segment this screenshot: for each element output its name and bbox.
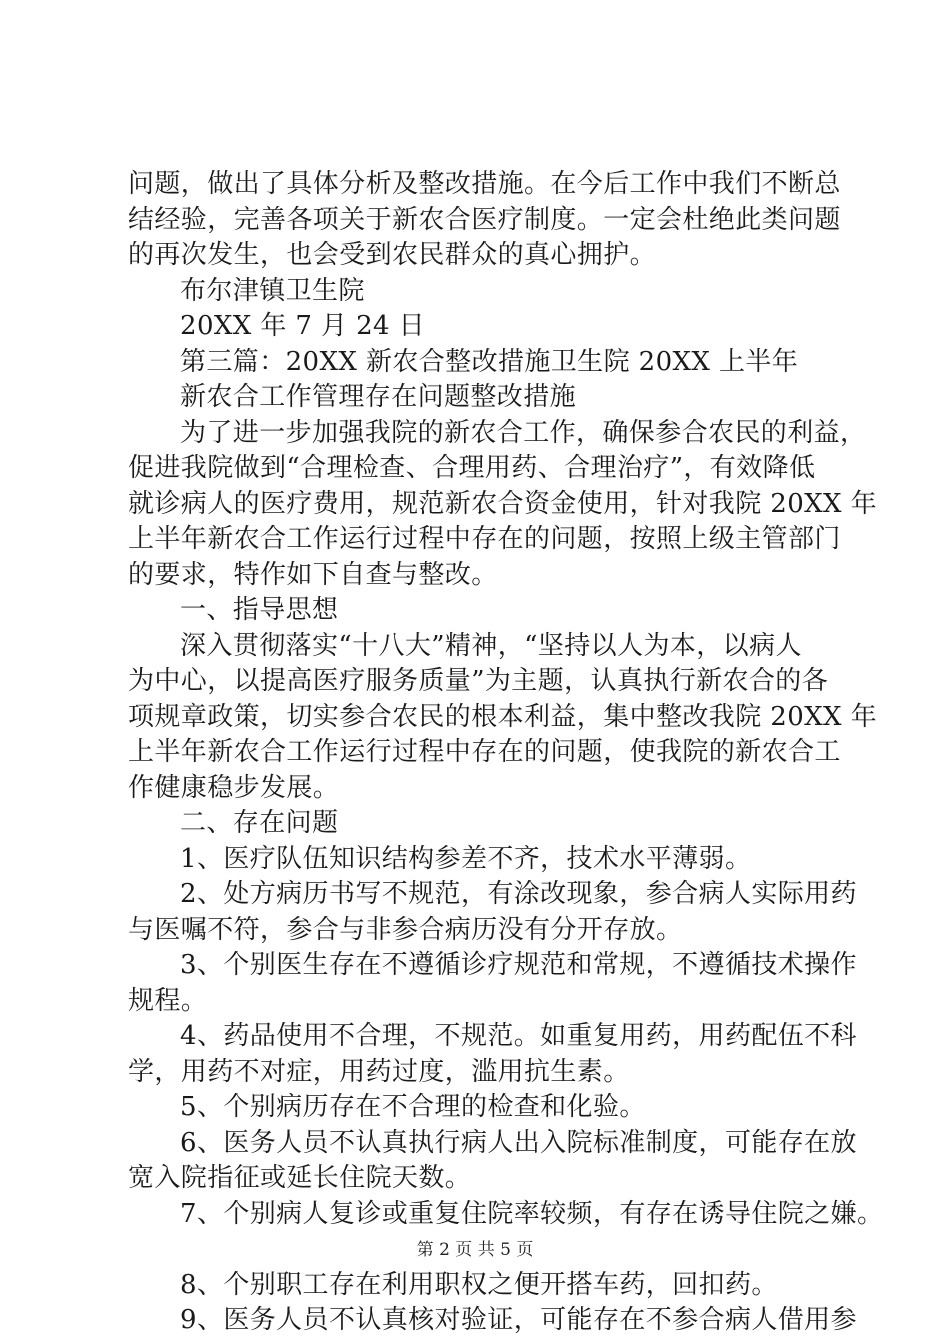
heading-existing-problems: 二、存在问题 [180,808,339,838]
text-line: 宽入院指征或延长住院天数。 [128,1163,472,1193]
list-item: 4、药品使用不合理，不规范。如重复用药，用药配伍不科 [180,1021,857,1051]
signature-date: 20XX 年 7 月 24 日 [180,311,426,341]
text-line: 的要求，特作如下自查与整改。 [128,559,498,590]
text-line: 问题，做出了具体分析及整改措施。在今后工作中我们不断总 [128,169,841,199]
text-line: 深入贯彻落实“十八大”精神，“坚持以人为本，以病人 [180,630,802,661]
text-line: 项规章政策，切实参合农民的根本利益，集中整改我院 20XX 年 [128,701,878,732]
list-item: 1、医疗队伍知识结构参差不齐，技术水平薄弱。 [180,843,752,874]
signature-org: 布尔津镇卫生院 [180,275,365,306]
text-line: 学，用药不对症，用药过度，滥用抗生素。 [128,1056,630,1087]
text-line: 为了进一步加强我院的新农合工作，确保参合农民的利益， [180,417,867,448]
text-line: 就诊病人的医疗费用，规范新农合资金使用，针对我院 20XX 年 [128,488,878,519]
list-item: 3、个别医生存在不遵循诊疗规范和常规，不遵循技术操作 [180,950,857,980]
document-body [128,167,884,1339]
list-item: 6、医务人员不认真执行病人出入院标准制度，可能存在放 [180,1127,857,1158]
list-item: 8、个别职工存在利用职权之便开搭车药，回扣药。 [180,1269,778,1300]
page-number-footer: 第 2 页 共 5 页 [416,1240,534,1260]
section-title: 第三篇：20XX 新农合整改措施卫生院 20XX 上半年 [180,346,799,377]
section-subtitle: 新农合工作管理存在问题整改措施 [180,382,577,412]
text-line: 上半年新农合工作运行过程中存在的问题，按照上级主管部门 [128,524,841,554]
text-line: 作健康稳步发展。 [128,772,340,803]
text-line: 结经验，完善各项关于新农合医疗制度。一定会杜绝此类问题 [128,204,841,235]
text-line: 的再次发生，也会受到农民群众的真心拥护。 [128,240,657,270]
list-item: 7、个别病人复诊或重复住院率较频，有存在诱导住院之嫌。 [180,1198,884,1229]
text-line: 与医嘱不符，参合与非参合病历没有分开存放。 [128,914,683,945]
list-item: 2、处方病历书写不规范，有涂改现象，参合病人实际用药 [180,879,857,909]
text-line: 为中心，以提高医疗服务质量”为主题，认真执行新农合的各 [128,666,829,696]
list-item: 9、医务人员不认真核对验证，可能存在不参合病人借用参 [180,1305,857,1335]
list-item: 5、个别病历存在不合理的检查和化验。 [180,1092,646,1122]
text-line: 促进我院做到“合理检查、合理用药、合理治疗”，有效降低 [128,453,816,483]
text-line: 上半年新农合工作运行过程中存在的问题，使我院的新农合工 [128,737,841,767]
text-line: 规程。 [128,985,208,1016]
heading-guiding-thought: 一、指导思想 [180,595,339,625]
